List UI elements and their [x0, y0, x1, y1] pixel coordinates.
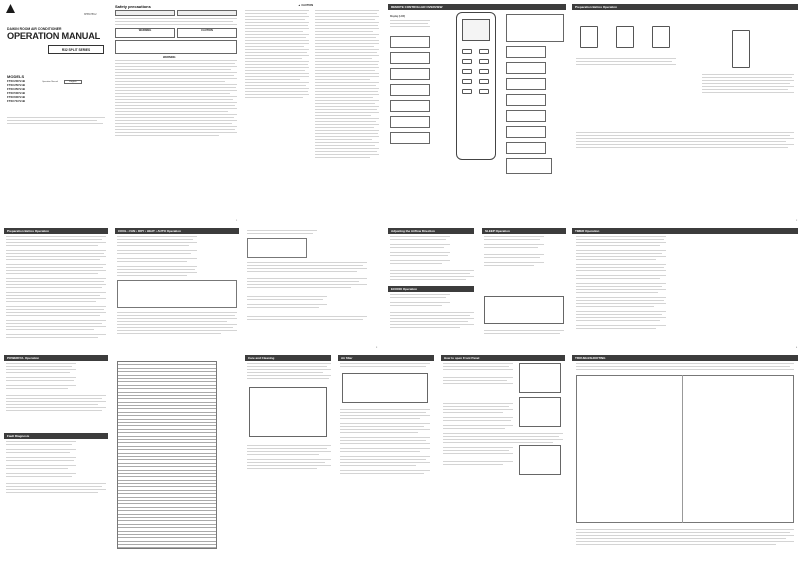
error-code-table [117, 361, 217, 549]
cool-panel [113, 226, 241, 351]
model-item: FTXC20CV1B [7, 79, 25, 83]
callout [390, 116, 430, 128]
lang-box [64, 80, 82, 84]
prep2-panel [2, 226, 110, 351]
remote-button[interactable] [479, 89, 489, 94]
warning-triangle-icon: ▲ [298, 4, 301, 7]
care-heading: Care and Cleaning [245, 355, 331, 361]
page-number: 2 [796, 220, 798, 222]
caution-heading-label: CAUTION [301, 4, 314, 7]
remote-button[interactable] [479, 59, 489, 64]
timer-panel [570, 226, 800, 351]
remote-overview-heading: REMOTE CONTROLLER OVERVIEW [388, 4, 566, 10]
callout [390, 84, 430, 96]
model-item: FTXC35CV1B [7, 86, 25, 91]
panel-diagram [519, 363, 561, 393]
error-code-panel [113, 353, 241, 565]
prep-panel [570, 2, 800, 224]
battery-icon [616, 26, 634, 48]
callout [390, 100, 430, 112]
cool-heading: COOL • FAN • DRY • HEAT • AUTO Operation [115, 228, 239, 234]
remote-holder-illustration [702, 18, 794, 118]
model-item: FTXC25CV1B [7, 82, 25, 87]
care-panel [243, 353, 333, 565]
fault-heading: Fault Diagnosis [4, 433, 108, 439]
holder-icon [732, 30, 750, 68]
temp-table [247, 238, 307, 258]
model-list [7, 80, 25, 103]
daikin-logo [6, 4, 15, 13]
model-item: FTXC50CV1B [7, 90, 25, 95]
trouble-table [576, 375, 794, 523]
remote-button[interactable] [462, 49, 472, 54]
fanspeed-panel [243, 226, 383, 351]
callout [390, 68, 430, 80]
callout [506, 110, 546, 122]
callout [506, 142, 546, 154]
page-number: 1 [236, 220, 238, 222]
models-label: MODELS [7, 74, 25, 79]
callout [390, 52, 430, 64]
sleep-panel [480, 226, 568, 351]
remote-button[interactable] [462, 89, 472, 94]
display-label: Display (LCD) [390, 16, 406, 18]
model-item: FTXC71CV1B [7, 98, 25, 103]
filter-heading: Air filter [338, 355, 434, 361]
econo-heading: ECONO Operation [388, 286, 474, 292]
safety-panel [113, 2, 241, 224]
panel-open-panel [439, 353, 567, 565]
prep2-heading: Preparation Before Operation [4, 228, 108, 234]
trouble-heading: TROUBLESHOOTING [572, 355, 798, 361]
airflow-heading: Adjusting the Airflow Direction [388, 228, 474, 234]
powerful-heading: POWERFUL Operation [4, 355, 108, 361]
remote-button[interactable] [462, 69, 472, 74]
lang-label: English [69, 81, 77, 83]
filter-panel [336, 353, 436, 565]
callout [506, 158, 552, 174]
safety-intro-box [115, 10, 175, 16]
callout [506, 46, 546, 58]
remote-button[interactable] [479, 79, 489, 84]
batteries-illustration [576, 22, 686, 52]
series-label: R32 SPLIT SERIES [61, 48, 91, 52]
sleep-heading: SLEEP Operation [482, 228, 566, 234]
safety-intro-box-2 [177, 10, 237, 16]
caution-box [177, 28, 237, 38]
filter-diagram [342, 373, 428, 403]
battery-icon [580, 26, 598, 48]
remote-overview-panel [386, 2, 568, 224]
panel-diagram [519, 445, 561, 475]
panel-diagram [519, 397, 561, 427]
remote-button[interactable] [479, 69, 489, 74]
airflow-panel [386, 226, 476, 351]
safety-heading: Safety precautions [115, 4, 151, 9]
model-item: FTXC60CV1B [7, 94, 25, 99]
manual-lang-label: Operation Manual [42, 81, 58, 83]
timer-heading: TIMER Operation [572, 228, 798, 234]
caution-panel [243, 2, 383, 224]
callout [390, 132, 430, 144]
page-number: 3 [376, 347, 378, 349]
caution-label: CAUTION [201, 29, 213, 32]
remote-button[interactable] [462, 59, 472, 64]
callout [390, 36, 430, 48]
caution-heading [298, 4, 313, 7]
remote-button[interactable] [479, 49, 489, 54]
front-panel-diagram [249, 387, 327, 437]
manual-title: OPERATION MANUAL [7, 31, 101, 41]
remote-button[interactable] [462, 79, 472, 84]
mode-table [117, 280, 237, 308]
doc-code: 3P581758-2 [84, 14, 97, 16]
battery-icon [652, 26, 670, 48]
remote-controller-illustration [456, 12, 496, 160]
powerful-panel [2, 353, 110, 565]
callout [506, 94, 546, 106]
warning-box [115, 28, 175, 38]
remote-lcd [462, 19, 490, 41]
sleep-graph [484, 296, 564, 324]
prep-heading: Preparation Before Operation [572, 4, 798, 10]
callout [506, 14, 564, 42]
cover-panel [2, 2, 110, 224]
callout [506, 62, 546, 74]
symbols-box [115, 40, 237, 54]
brand-line: DAIKIN ROOM AIR CONDITIONER [7, 27, 62, 31]
warning-subheading: WARNING [163, 56, 176, 59]
series-box [48, 45, 104, 54]
trouble-panel [570, 353, 800, 565]
warning-label: WARNING [138, 29, 152, 32]
callout [506, 126, 546, 138]
page-number: 4 [796, 347, 798, 349]
callout [506, 78, 546, 90]
panel-heading: How to open Front Panel [441, 355, 565, 361]
